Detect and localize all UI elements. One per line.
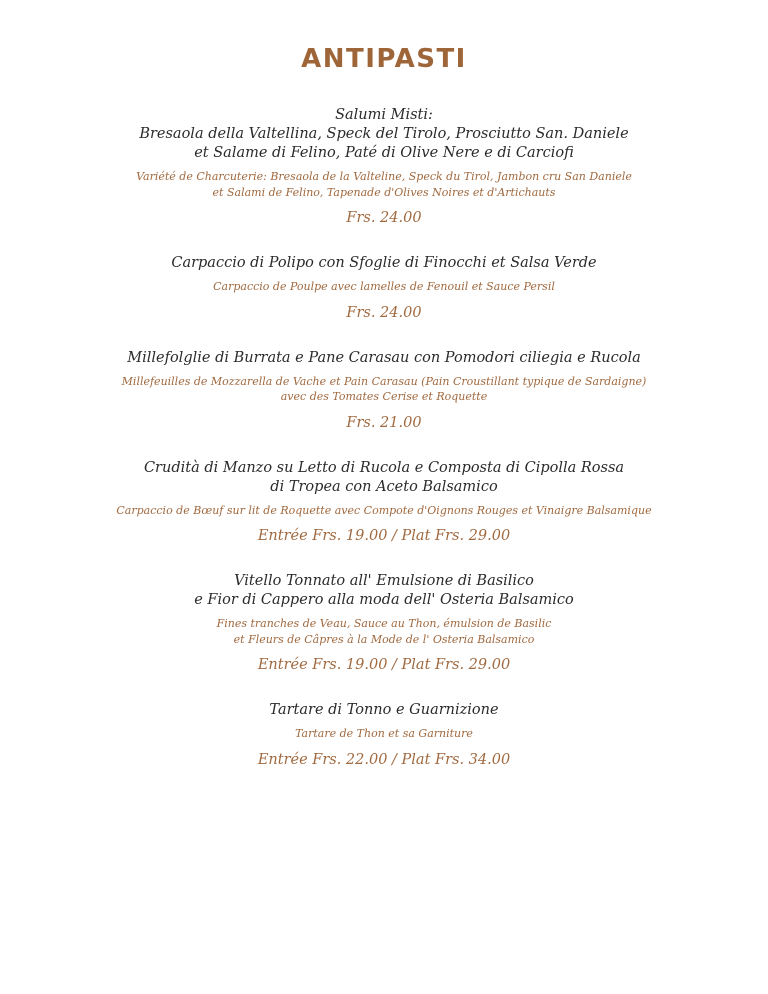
french-description [0, 726, 768, 742]
menu-item-salumi-misti [0, 106, 768, 228]
french-line: Carpaccio de Bœuf sur lit de Roquette avec Compote d'Oignons Rouges et Vinaigre Balsamique [116, 503, 652, 517]
item-price: Frs. 21.00 [346, 414, 422, 431]
french-line: Millefeuilles de Mozzarella de Vache et Pain Carasau (Pain Croustillant typique de Sardaigne) [121, 374, 647, 388]
french-description [0, 169, 768, 200]
item-price: Entrée Frs. 22.00 / Plat Frs. 34.00 [257, 751, 511, 768]
italian-line: Vitello Tonnato all' Emulsione di Basilico [234, 573, 534, 589]
italian-line: Carpaccio di Polipo con Sfoglie di Finocchi et Salsa Verde [171, 255, 597, 271]
italian-line: Bresaola della Valtellina, Speck del Tirolo, Prosciutto San. Daniele [139, 126, 629, 142]
italian-line: et Salame di Felino, Paté di Olive Nere e di Carciofi [194, 145, 574, 161]
french-description [0, 503, 768, 519]
italian-line: Salumi Misti: [335, 107, 433, 123]
italian-description [0, 572, 768, 610]
menu-item-tartare-tonno [0, 701, 768, 770]
italian-description [0, 254, 768, 273]
french-description [0, 374, 768, 405]
menu-list [0, 106, 768, 796]
french-line: Variété de Charcuterie: Bresaola de la Valteline, Speck du Tirol, Jambon cru San Daniele [136, 170, 632, 183]
item-price: Entrée Frs. 19.00 / Plat Frs. 29.00 [257, 657, 511, 673]
italian-line: e Fior di Cappero alla moda dell' Osteria Balsamico [194, 592, 574, 608]
menu-item-millefoglie [0, 349, 768, 433]
italian-description [0, 106, 768, 163]
menu-item-crudita-manzo [0, 459, 768, 547]
french-line: Fines tranches de Veau, Sauce au Thon, émulsion de Basilic [216, 617, 552, 630]
french-line: Carpaccio de Poulpe avec lamelles de Fenouil et Sauce Persil [213, 280, 555, 293]
french-line: Tartare de Thon et sa Garniture [295, 727, 473, 740]
italian-description [0, 349, 768, 368]
italian-line: di Tropea con Aceto Balsamico [270, 478, 498, 495]
italian-line: Crudità di Manzo su Letto di Rucola e Composta di Cipolla Rossa [143, 459, 625, 476]
menu-item-vitello-tonnato [0, 572, 768, 675]
italian-line: Tartare di Tonno e Guarnizione [269, 702, 499, 718]
french-line: avec des Tomates Cerise et Roquette [280, 390, 488, 403]
item-price: Frs. 24.00 [346, 210, 422, 226]
page-title: ANTIPASTI [301, 44, 467, 74]
italian-description [0, 459, 768, 497]
french-line: et Salami de Felino, Tapenade d'Olives Noires et d'Artichauts [212, 185, 556, 199]
french-description [0, 279, 768, 295]
item-price: Frs. 24.00 [346, 304, 422, 321]
french-description [0, 616, 768, 647]
menu-item-carpaccio-polipo [0, 254, 768, 323]
item-price: Entrée Frs. 19.00 / Plat Frs. 29.00 [257, 528, 511, 544]
french-line: et Fleurs de Câpres à la Mode de l' Osteria Balsamico [233, 632, 535, 646]
italian-line: Millefolglie di Burrata e Pane Carasau con Pomodori ciliegia e Rucola [127, 349, 641, 366]
italian-description [0, 701, 768, 720]
